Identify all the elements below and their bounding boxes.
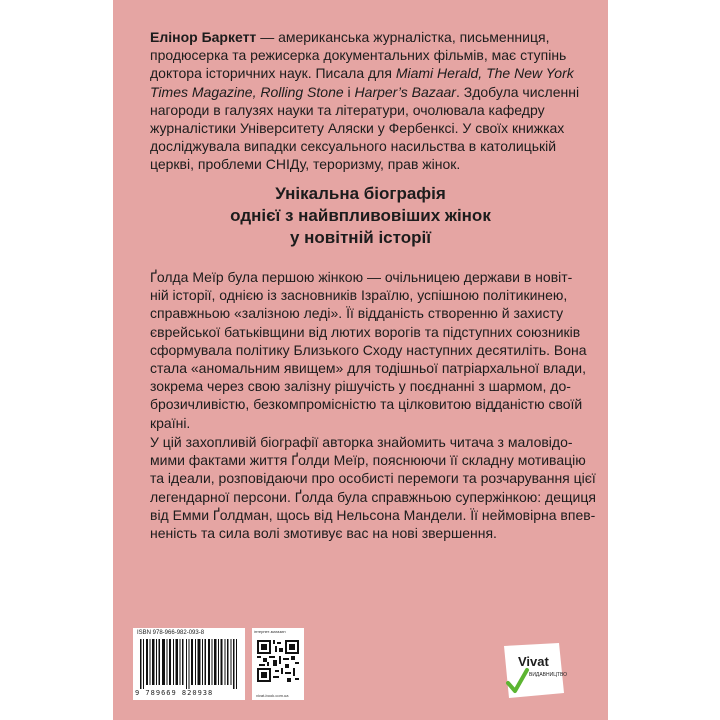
- book-back-cover: [113, 0, 608, 720]
- isbn-barcode: [133, 628, 245, 700]
- description-paragraph-1: Ґолда Меїр була першою жінкою — очільницею держави в новіт- ній історії, однією із засновників Ізраїлю, успішною політикинею, справжньою «залізною леді». Її відданість створенню й захисту єврейської батьківщини від лютих ворогів та підступних союзників сформувала політику Близького Сходу наступних десятиліть. Вона стала «аномальним явищем» для тодішньої патріархальної влади, зокрема через свою залізну рішучість у поєднанні з шармом, до- брозичливістю, безкомпромісністю та цілковитою відданістю своїй країні.: [150, 269, 587, 431]
- tagline-heading: Унікальна біографія однієї з найвпливовіших жінок у новітній історії: [230, 184, 491, 247]
- author-name: Елінор Баркетт: [150, 29, 257, 45]
- description-paragraph-2: У цій захопливій біографії авторка знайомить читача з маловідо- мими фактами життя Ґолди Меїр, пояснюючи її складну мотивацію та ідеали, розповідаючи про особисті перемоги та розчарування цієї легендарної персони. Ґолда була справжньою супержінкою: дещиця від Емми Ґолдман, щось від Нельсона Мандели. Її неймовірна впев- неність та сила волі змотивує вас на нові звершення.: [150, 434, 596, 542]
- qr-code-icon: [257, 640, 299, 682]
- publisher-name: Vivat: [518, 654, 549, 669]
- qr-url: vivat-book.com.ua: [256, 693, 289, 698]
- isbn-number: ISBN 978-966-982-093-8: [137, 630, 205, 636]
- publisher-subtitle: ВИДАВНИЦТВО: [529, 672, 568, 678]
- qr-code-panel: [252, 628, 304, 700]
- barcode-bars: [140, 639, 238, 689]
- vivat-publisher-logo: [504, 643, 568, 703]
- qr-label: інтернет-магазин: [254, 629, 286, 634]
- author-bio: Елінор Баркетт — американська журналістка, письменниця, продюсерка та режисерка документальних фільмів, має ступінь доктора історичних наук. Писала для Miami Herald, The New York Times Magazine, Rolling Stone і Harper’s Bazaar. Здобула численні нагороди в галузях науки та літератури, очолювала кафедру журналістики Університету Аляски у Фербенксі. У своїх книжках досліджувала випадки сексуального насильства в католицькій церкві, проблеми СНІДу, тероризму, прав жінок.: [150, 29, 580, 173]
- barcode-digits: 9 789669 820938: [135, 689, 214, 697]
